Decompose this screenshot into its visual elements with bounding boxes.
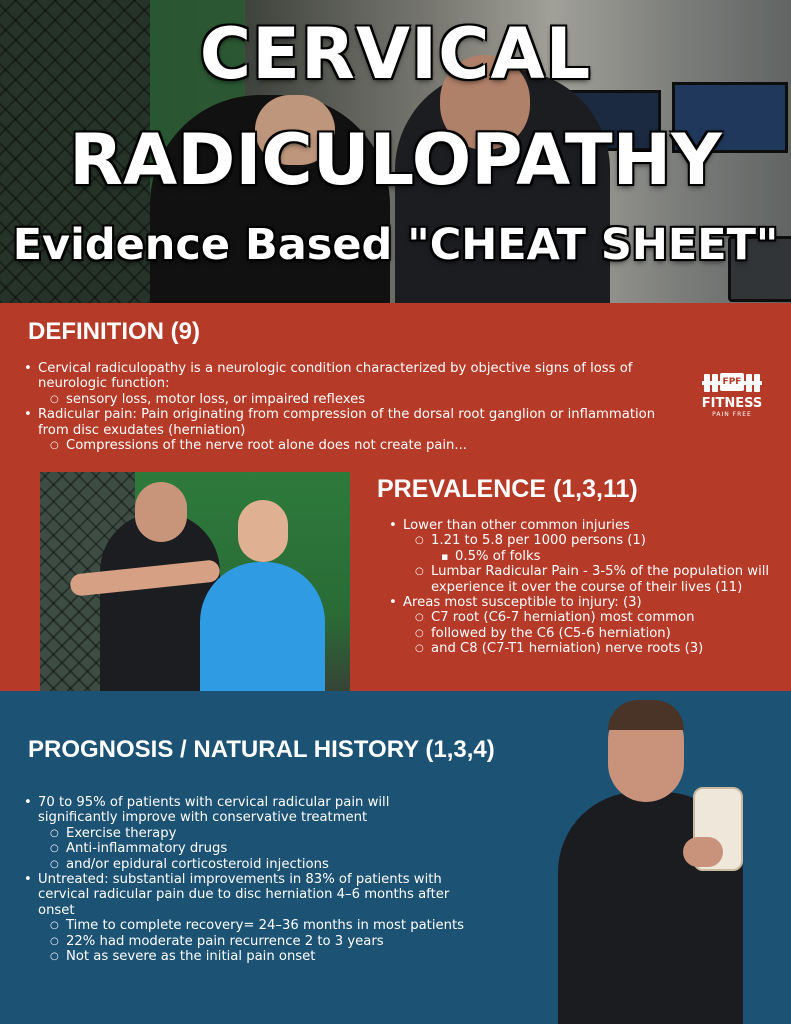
presenter-photo [553,697,753,1024]
list-item: ○ Exercise therapy [50,826,472,841]
page-title-line2: RADICULOPATHY [69,119,722,201]
clinician-head [135,482,187,542]
definition-heading: DEFINITION (9) [28,318,200,345]
list-item: ○ and C8 (C7-T1 herniation) nerve roots (3) [415,641,772,656]
list-item: ▪ 0.5% of folks [441,549,772,564]
list-item: • Cervical radiculopathy is a neurologic condition characterized by objective signs of loss of neurologic function: ○ sensory loss, motor loss, or impaired reflexes [22,361,672,407]
page-title-line1: CERVICAL [199,13,592,95]
list-item: ○ Anti-inflammatory drugs [50,841,472,856]
assessment-photo [40,472,350,710]
definition-list [22,361,672,453]
list-item: ○ Compressions of the nerve root alone does not create pain... [50,438,672,453]
logo-tagline: PAIN FREE [712,411,752,418]
list-item: ○ sensory loss, motor loss, or impaired reflexes [50,392,672,407]
fitness-pain-free-logo [692,372,772,424]
list-item: ○ Lumbar Radicular Pain - 3-5% of the population will experience it over the course of their lives (11) [415,564,772,595]
prognosis-heading: PROGNOSIS / NATURAL HISTORY (1,3,4) [28,736,495,763]
list-item: ○ followed by the C6 (C5-6 herniation) [415,626,772,641]
prognosis-list [22,795,472,964]
list-item: ○ 22% had moderate pain recurrence 2 to 3 years [50,934,472,949]
prevalence-list [387,518,772,657]
list-item: ○ Not as severe as the initial pain onset [50,949,472,964]
list-item: • 70 to 95% of patients with cervical radicular pain will significantly improve with conservative treatment ○ Exercise therapy ○ Anti-inflammatory drugs ○ and/or epidural corticosteroid injections [22,795,472,872]
list-item: • Untreated: substantial improvements in 83% of patients with cervical radicular pain due to disc herniation 4–6 months after onset ○ Time to complete recovery= 24–36 months in most patients ○ 22% had moderate pain recurrence 2 to 3 years ○ Not as severe as the initial pain onset [22,872,472,964]
list-item: • Lower than other common injuries ○ 1.21 to 5.8 per 1000 persons (1) ▪ 0.5% of folks ○ Lumbar Radicular Pain - 3-5% of the population will experience it over the course of their lives (11) [387,518,772,595]
list-item: • Radicular pain: Pain originating from compression of the dorsal root ganglion or inflammation from disc exudates (herniation) ○ Compressions of the nerve root alone does not create pain... [22,407,672,453]
patient-figure [200,562,325,710]
list-item: ○ 1.21 to 5.8 per 1000 persons (1) ▪ 0.5% of folks [415,533,772,564]
list-item: ○ C7 root (C6-7 herniation) most common [415,610,772,625]
list-item: ○ Time to complete recovery= 24–36 months in most patients [50,918,472,933]
dumbbell-icon: FPF [702,372,762,394]
patient-head [238,500,288,562]
list-item: ○ and/or epidural corticosteroid injections [50,857,472,872]
logo-name: FITNESS [701,396,763,411]
prevalence-heading: PREVALENCE (1,3,11) [377,475,638,503]
page-subtitle: Evidence Based "CHEAT SHEET" [12,220,779,270]
list-item: • Areas most susceptible to injury: (3) ○ C7 root (C6-7 herniation) most common ○ followed by the C6 (C5-6 herniation) ○ and C8 (C7-T1 herniation) nerve roots (3) [387,595,772,657]
